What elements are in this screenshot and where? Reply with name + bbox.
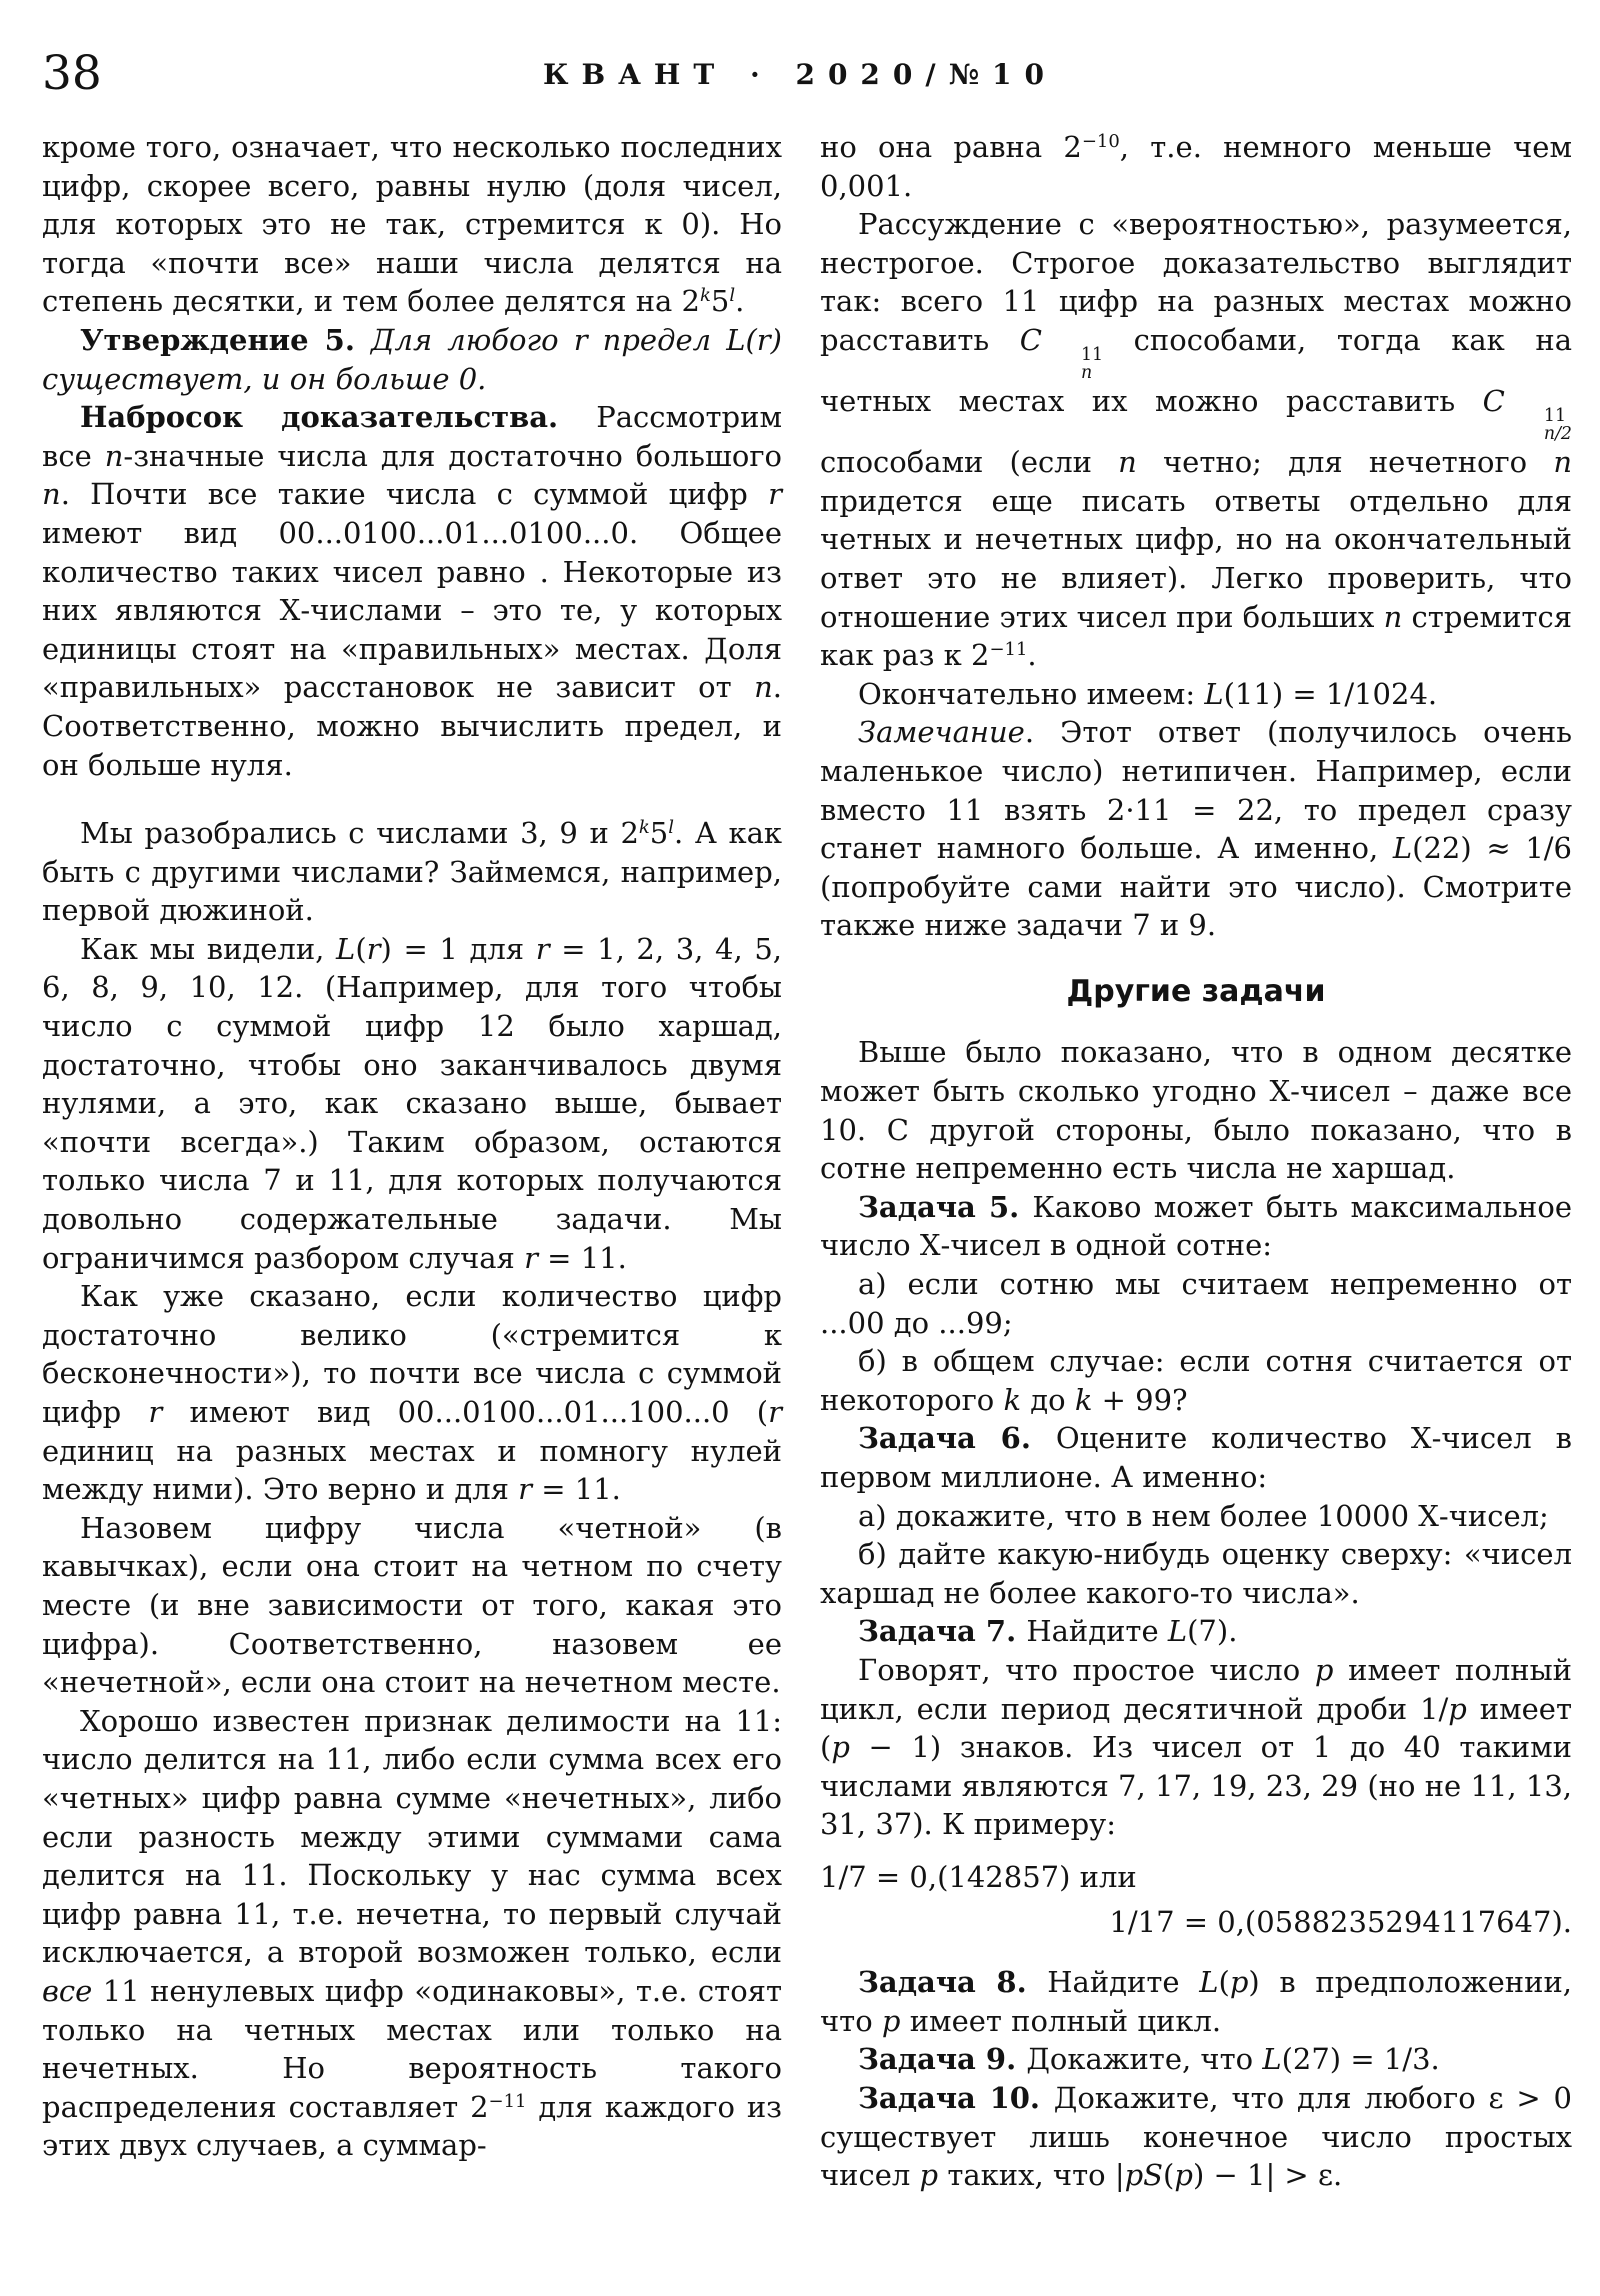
section-heading: Другие задачи xyxy=(1066,973,1326,1009)
text-columns xyxy=(42,128,1572,2195)
paragraph: Задача 10. Докажите, что для любого ε > 0 существует лишь конечное число простых чисел p таких, что |pS(p) − 1| > ε. xyxy=(820,2080,1572,2193)
paragraph: Утверждение 5. Для любого r предел L(r) существует, и он больше 0. xyxy=(42,322,782,396)
paragraph: Говорят, что простое число p имеет полный цикл, если период десятичной дроби 1/p имеет (p − 1) знаков. Из чисел от 1 до 40 такими числами являются 7, 17, 19, 23, 29 (но не 11, 13, 31, 37). К примеру: xyxy=(820,1652,1573,1842)
paragraph: Хорошо известен признак делимости на 11: число делится на 11, либо если сумма всех его «четных» цифр равна сумме «нечетных», либо если разность между этими суммами сама делится на 11. Поскольку у нас сумма всех цифр равна 11, т.е. нечетна, то первый случай исключается, а второй возможен только, если все 11 ненулевых цифр «одинаковы», т.е. стоят только на четных местах или только на нечетных. Но вероятность такого распределения составляет $2^{-11}$ для каждого из этих двух случаев, а суммар- xyxy=(42,1703,782,2163)
paragraph: Задача 9. Докажите, что L(27) = 1/3. xyxy=(858,2042,1440,2077)
paragraph: Как уже сказано, если количество цифр достаточно велико («стремится к бесконечности»), то почти все числа с суммой цифр r имеют вид 00...0100...01...100...0 (r единиц на разных местах и помногу нулей между ними). Это верно и для r = 11. xyxy=(42,1279,782,1507)
paragraph: б) дайте какую-нибудь оценку сверху: «чисел харшад не более какого-то числа». xyxy=(820,1537,1572,1610)
paragraph: Рассуждение с «вероятностью», разумеется, нестрогое. Строгое доказательство выглядит так: всего 11 цифр на разных местах можно расставить C 11 n способами, тогда как на четных местах их можно расставить C 11 n/2 способами (если n четно; для нечетного n придется еще писать ответы отдельно для четных и нечетных цифр, но на окончательный ответ это не влияет). Легко проверить, что отношение этих чисел при больших n стремится как раз к $2^{-11}$. xyxy=(820,207,1573,673)
paragraph: а) если сотню мы считаем непременно от ...00 до ...99; xyxy=(820,1267,1572,1340)
paragraph: Замечание. Этот ответ (получилось очень маленькое число) нетипичен. Например, если вместо 11 взять 2·11 = 22, то предел сразу станет намного больше. А именно, L(22) ≈ 1/6 (попробуйте сами найти это число). Смотрите также ниже задачи 7 и 9. xyxy=(820,715,1572,943)
formula-line: 1/7 = 0,(142857) или xyxy=(820,1859,1137,1894)
column-left xyxy=(42,128,782,2195)
paragraph: Назовем цифру числа «четной» (в кавычках), если она стоит на четном по счету месте (и вне зависимости от того, какая это цифра). Соответственно, назовем ее «нечетной», если она стоит на нечетном месте. xyxy=(42,1510,782,1700)
paragraph: б) в общем случае: если сотня считается от некоторого k до k + 99? xyxy=(820,1344,1572,1417)
paragraph: Набросок доказательства. Рассмотрим все n-значные числа для достаточно большого n. Почти все такие числа с суммой цифр r имеют вид 00...0100...01...0100...0. Общее количество таких чисел равно . Некоторые из них являются Х-числами – это те, у которых единицы стоят на «правильных» местах. Доля «правильных» расстановок не зависит от n. Соответственно, можно вычислить предел, и он больше нуля. xyxy=(42,400,782,782)
paragraph: кроме того, означает, что несколько последних цифр, скорее всего, равны нулю (доля чисел, для которых это не так, стремится к 0). Но тогда «почти все» наши числа делятся на степень десятки, и тем более делятся на 2$^k$5$^l$. xyxy=(42,130,782,319)
page-header xyxy=(0,48,1600,112)
journal-title: КВАНТ · 2020/№10 xyxy=(542,58,1058,91)
paragraph: Задача 6. Оцените количество Х-чисел в первом миллионе. А именно: xyxy=(820,1421,1572,1494)
paragraph: Задача 7. Найдите L(7). xyxy=(858,1614,1238,1649)
paragraph: но она равна $2^{-10}$, т.е. немного меньше чем 0,001. xyxy=(820,130,1572,203)
paragraph: Мы разобрались с числами 3, 9 и 2$^k$5$^l$. А как быть с другими числами? Займемся, например, первой дюжиной. xyxy=(42,816,782,928)
paragraph: Выше было показано, что в одном десятке может быть сколько угодно Х-чисел – даже все 10. С другой стороны, было показано, что в сотне непременно есть числа не харшад. xyxy=(820,1035,1572,1186)
paragraph: Окончательно имеем: L(11) = 1/1024. xyxy=(858,676,1438,711)
math-sub-sup: 11 n/2 xyxy=(1543,405,1572,444)
paragraph: Задача 8. Найдите L(p) в предположении, что p имеет полный цикл. xyxy=(820,1965,1573,2038)
paragraph: а) докажите, что в нем более 10000 Х-чисел; xyxy=(858,1498,1549,1533)
paragraph: Как мы видели, L(r) = 1 для r = 1, 2, 3, 4, 5, 6, 8, 9, 10, 12. (Например, для того чтобы число с суммой цифр 12 было харшад, достаточно, чтобы оно заканчивалось двумя нулями, а это, как сказано выше, бывает «почти всегда».) Таким образом, остаются только числа 7 и 11, для которых получаются довольно содержательные задачи. Мы ограничимся разбором случая r = 11. xyxy=(42,931,783,1275)
paragraph: Задача 5. Каково может быть максимальное число Х-чисел в одной сотне: xyxy=(820,1189,1572,1263)
formula-line: 1/17 = 0,(0588235294117647). xyxy=(1109,1904,1572,1939)
page-number: 38 xyxy=(42,46,102,101)
column-right xyxy=(820,128,1572,2195)
math-sub-sup: 11 n xyxy=(1080,344,1104,383)
